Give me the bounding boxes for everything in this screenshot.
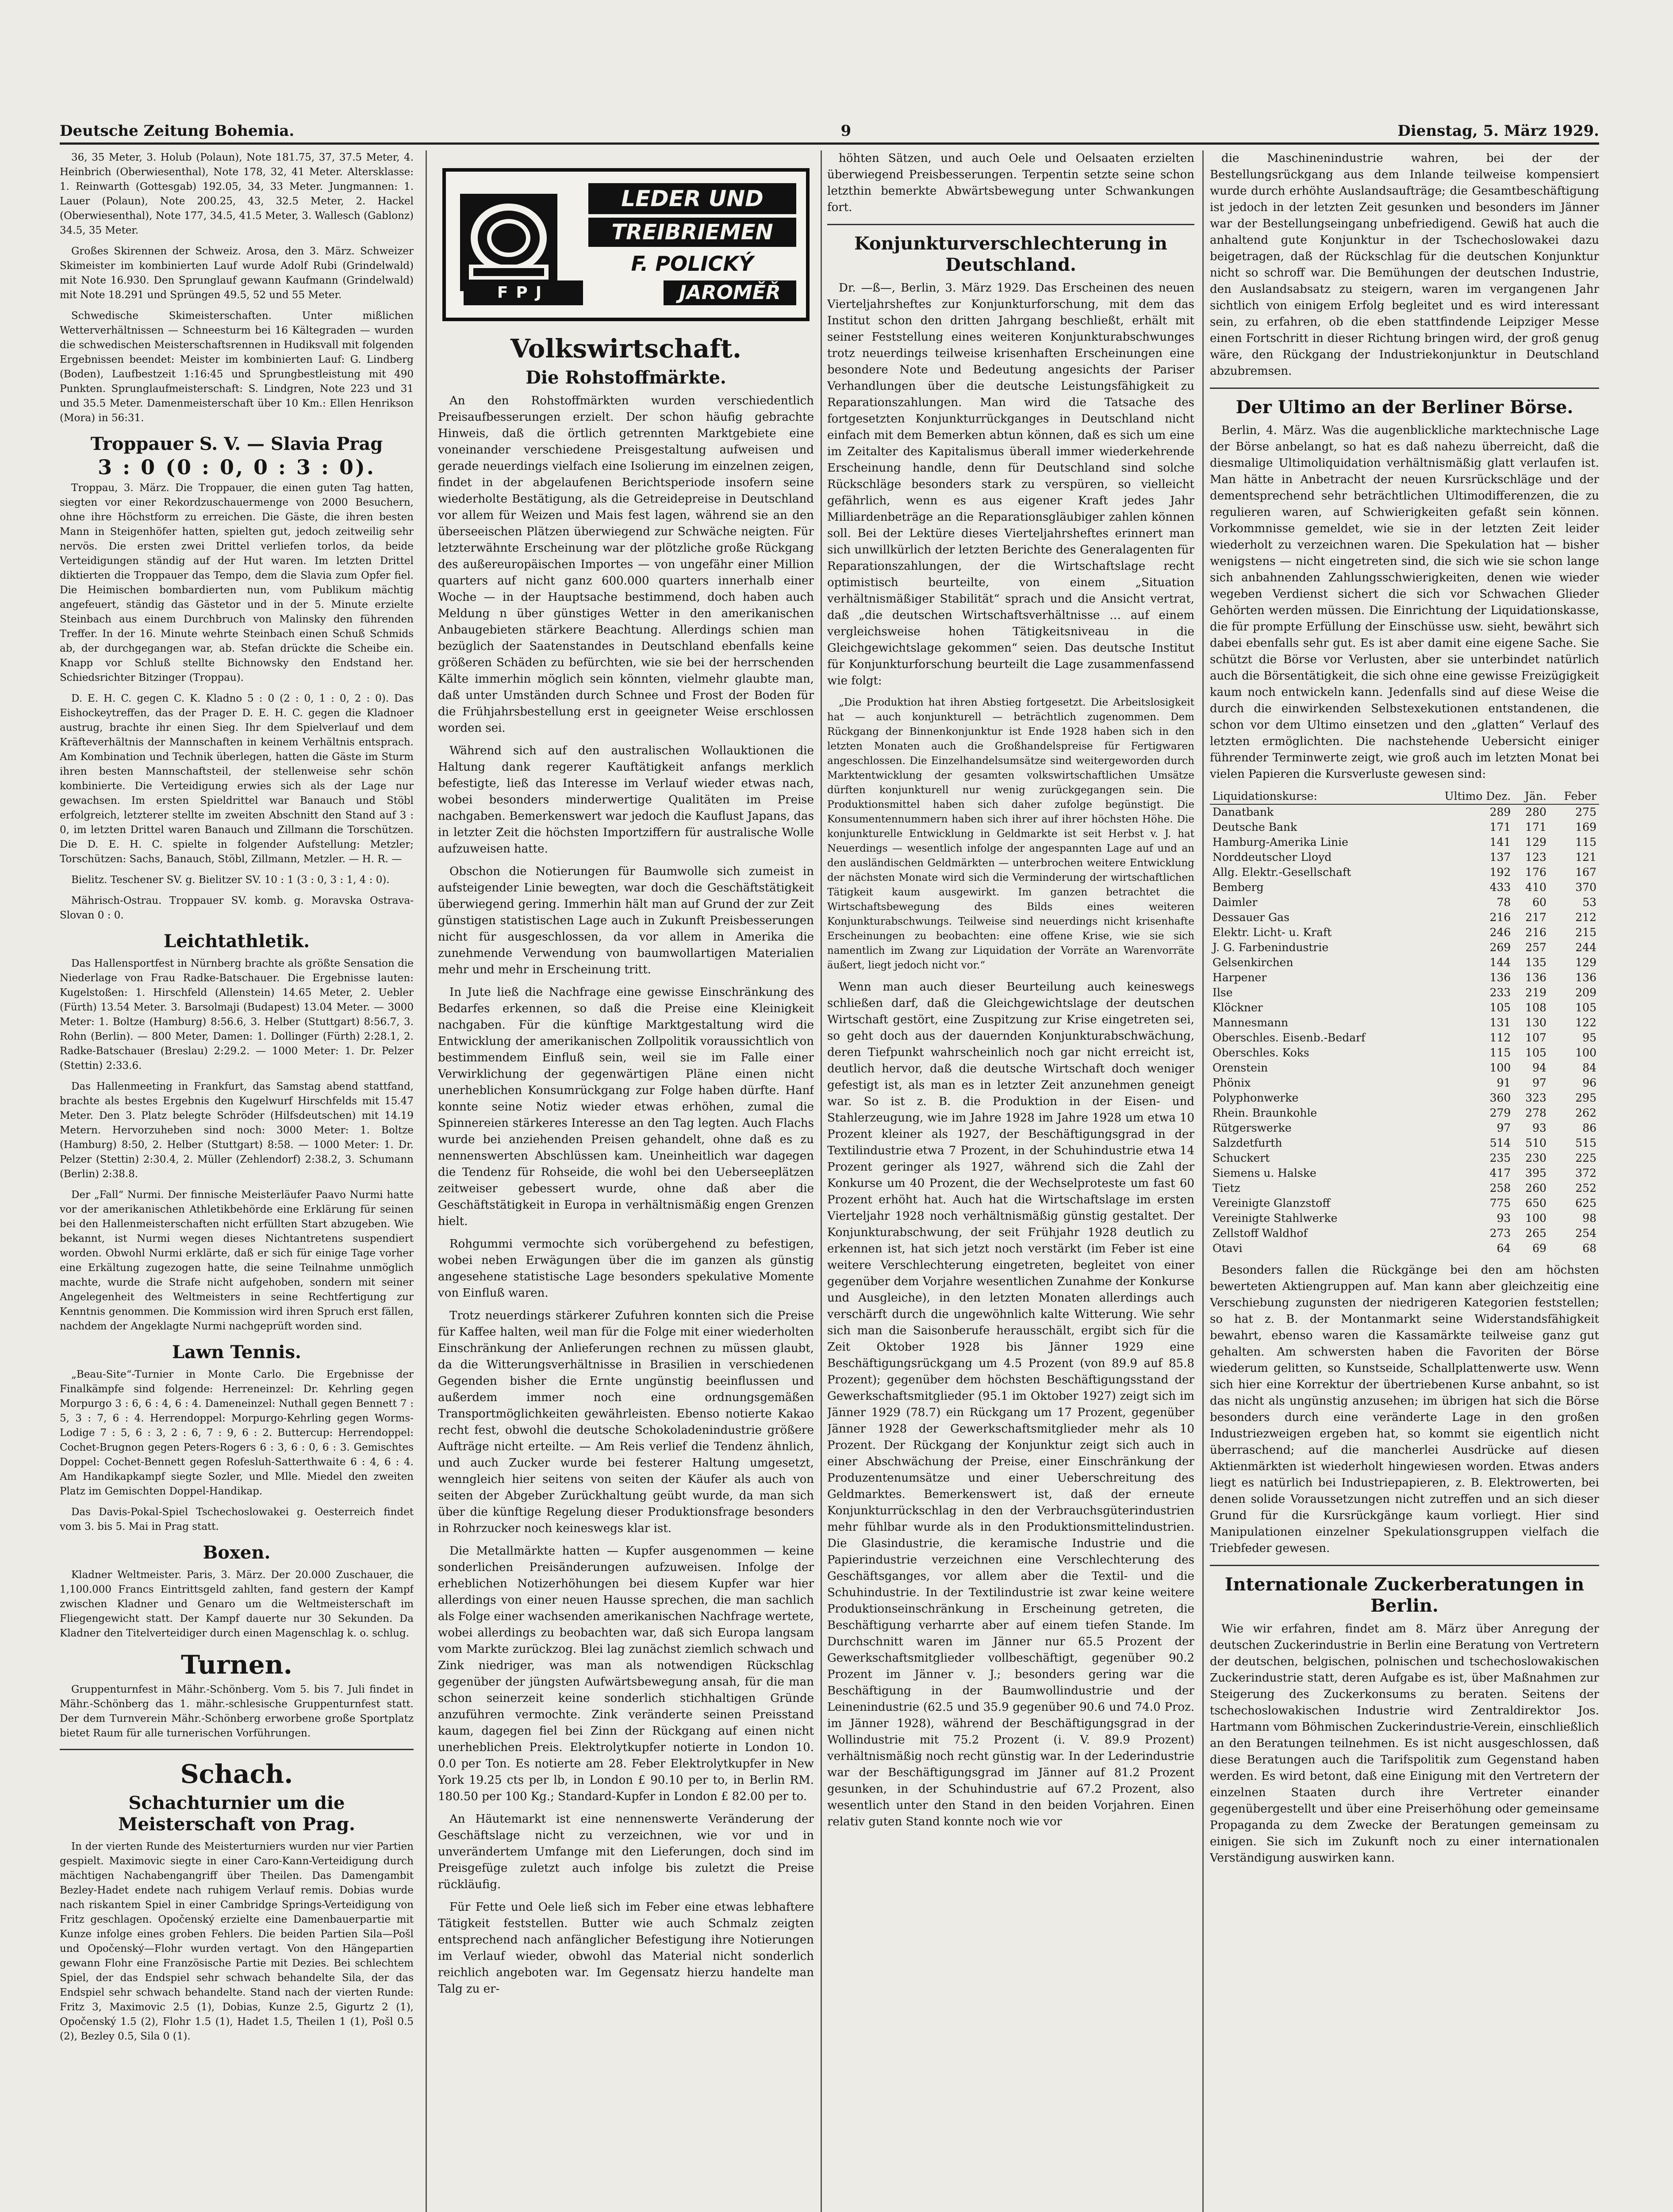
- table-row: [1210, 1196, 1599, 1211]
- article-paragraph: die Maschinenindustrie wahren, bei der der Bestellungsrückgang aus dem Inlande teilweise kompensiert wurde durch erhöhte Auslandsaufträge; die Gesamtbeschäftigung ist jedoch in der letzten Zeit gesunken und besonders im Jänner war der Bestellungseingang unbefriedigend. Gewiß hat auch die anhaltend gute Konjunktur in der Tschechoslowakei dazu beigetragen, daß der Rückschlag für die deutschen Konjunktur nicht so schroff war. Die Bemühungen der deutschen Industrie, den Auslandsabsatz zu steigern, waren im vergangenen Jahr sichtlich von einigem Erfolg begleitet und es wird interessant sein, zu erfahren, ob die eben stattfindende Leipziger Messe einen Fortschritt in dieser Richtung bringen wird, der groß genug wäre, den Rückgang der Industriekonjunktur in Deutschland abzubremsen.: [1210, 152, 1599, 378]
- table-cell: 171: [1525, 821, 1546, 833]
- table-cell: 105: [1525, 1046, 1546, 1059]
- table-cell: 257: [1525, 941, 1546, 954]
- liquidation-rates-table: [1210, 789, 1599, 1256]
- divider: [1210, 1565, 1599, 1566]
- table-cell: Allg. Elektr.-Gesellschaft: [1213, 866, 1351, 879]
- table-cell: Danatbank: [1213, 806, 1274, 818]
- table-cell: 123: [1525, 851, 1546, 864]
- article-paragraph: Großes Skirennen der Schweiz. Arosa, den 3. März. Schweizer Skimeister im kombinierten Lauf wurde Adolf Rubi (Grindelwald) mit Note 16.930. Den Sprunglauf gewann Kaufmann (Grindelwald) mit Note 18.291 und Sprüngen 49.5, 52 und 55 Meter.: [60, 246, 414, 301]
- table-row: [1210, 1226, 1599, 1241]
- table-cell: Hamburg-Amerika Linie: [1213, 836, 1348, 849]
- table-cell: 514: [1489, 1137, 1511, 1149]
- table-cell: 265: [1525, 1227, 1546, 1240]
- table-cell: 167: [1575, 866, 1596, 879]
- table-cell: 246: [1489, 926, 1511, 939]
- table-cell: 417: [1489, 1167, 1511, 1179]
- article-paragraph: In Jute ließ die Nachfrage eine gewisse Einschränkung des Bedarfes erkennen, so daß die Preise eine Kleinigkeit nachgaben. Für die künftige Marktgestaltung wird die Entwicklung der amerikanischen Zollpolitik voraussichtlich von bestimmendem Einfluß sein, weil sie im Falle einer Verwirklichung der gegenwärtigen Pläne einen nicht unerheblichen Konsumrückgang zur Folge haben dürfte. Hanf konnte seine Notiz wieder etwas erhöhen, zumal die Spinnereien stärkeres Interesse an den Tag legten. Auch Flachs wurde bei anziehenden Preisen gehandelt, ohne daß es zu nennenswerten Abschlüssen kam. Uneinheitlich war dagegen die Tendenz für Rohseide, die wohl bei den Ueberseeplätzen zeitweiser gebessert wurde, ohne daß aber die Geschäftstätigkeit in Europa in verhältnismäßig engen Grenzen hielt.: [438, 986, 814, 1228]
- article-paragraph: In der vierten Runde des Meisterturniers wurden nur vier Partien gespielt. Maximovic siegte in einer Caro-Kann-Verteidigung durch mächtigen Nachabengangriff über Theilen. Das Damengambit Bezley-Hadet endete nach ruhigem Verlauf remis. Dobias wurde nach riskantem Spiel in einer Cambridge Springs-Verteidigung von Fritz geschlagen. Opočenský erzielte eine Damenbauerpartie mit Kunze infolge eines groben Fehlers. Die beiden Partien Sila—Pošl und Opočenský—Flohr wurden vertagt. Von den Hängepartien gewann Flohr eine Französische Partie mit Dezies. Bei schlechtem Spiel, der das Endspiel sehr schwach behandelte Sila, der das Endspiel sehr schwach behandelte. Stand nach der vierten Runde: Fritz 3, Maximovic 2.5 (1), Dobias, Kunze 2.5, Gigurtz 2 (1), Opočenský 1.5 (2), Flohr 1.5 (1), Hadet 1.5, Theilen 1 (1), Pošl 0.5 (2), Bezley 0.5, Sila 0 (1).: [60, 1841, 414, 2042]
- table-cell: 273: [1489, 1227, 1511, 1240]
- table-cell: Harpener: [1213, 971, 1267, 984]
- table-cell: Tietz: [1213, 1182, 1240, 1194]
- table-row: [1210, 820, 1599, 835]
- divider: [1210, 388, 1599, 389]
- article-paragraph: Rohgummi vermochte sich vorübergehend zu befestigen, wobei neben Erwägungen über die im ganzen als günstig angesehene statistische Lage besonders spekulative Momente von Einfluß waren.: [438, 1237, 814, 1300]
- article-paragraph: Die Metallmärkte hatten — Kupfer ausgenommen — keine sonderlichen Preisänderungen aufzuweisen. Infolge der erheblichen Notizerhöhungen bei diesem Kupfer war hier allerdings von einer neuen Hausse sprechen, die man sachlich als Folge einer wachsenden amerikanischen Nachfrage wertete, wobei allerdings zu beobachten war, daß sich Europa langsam vom Markte zurückzog. Blei lag zunächst ziemlich schwach und Zink niedriger, was man als notwendigen Rückschlag gegenüber der jüngsten Aufwärtsbewegung ansah, für die man schon seinerzeit keine sonderlich stichhaltigen Gründe anzuführen vermochte. Zink veränderte seinen Preisstand kaum, dagegen fiel bei Zinn der Rückgang auf einen nicht unerheblichen Preis. Elektrolytkupfer notierte in London 10. 0.0 per Ton. Es notierte am 28. Feber Elektrolytkupfer in New York 19.25 cts per lb, in London £ 90.10 per to, in Berlin RM. 180.50 per 100 Kg.; Standard-Kupfer in London £ 82.00 per to.: [438, 1544, 814, 1803]
- article-paragraph: An den Rohstoffmärkten wurden verschiedentlich Preisaufbesserungen erzielt. Der schon häufig gebrachte Hinweis, daß die örtlich getrennten Marktgebiete eine voneinander verschiedene Preisgestaltung aufweisen und gerade neuerdings vielfach eine Isolierung im einzelnen zeigen, findet in der abgelaufenen Berichtsperiode insofern seine wiederholte Bestätigung, als die Getreidepreise in Deutschland vor allem für Weizen und Mais fest lagen, während sie an den überseeischen Plätzen überwiegend zur Schwäche neigten. Für letzterwähnte Erscheinung war der plötzliche große Rückgang des außereuropäischen Importes — von ungefähr einer Million quarters auf nicht ganz 600.000 quarters innerhalb einer Woche — in der Hauptsache bestimmend, doch haben auch Meldung n über günstiges Wetter in den amerikanischen Anbaugebieten stärkere Beachtung. Allerdings schien man bezüglich der Saatenstandes in Deutschland ebenfalls keine größeren Schäden zu befürchten, wie sie bei der herrschenden Kälte immerhin möglich sein könnten, vielmehr glaubte man, daß unter Umständen durch Schnee und Frost der Boden für die Frühjahrsbestellung erst in geeigneter Weise erschlossen worden sei.: [438, 394, 814, 735]
- table-cell: Oberschles. Eisenb.-Bedarf: [1213, 1031, 1366, 1044]
- table-cell: 141: [1489, 836, 1511, 849]
- table-cell: 289: [1489, 806, 1511, 818]
- table-cell: J. G. Farbenindustrie: [1213, 941, 1329, 954]
- table-cell: 295: [1575, 1091, 1596, 1104]
- match-heading: Troppauer S. V. — Slavia Prag: [90, 434, 383, 454]
- table-cell: 212: [1575, 911, 1596, 924]
- table-cell: 98: [1582, 1212, 1596, 1225]
- table-header-row: [1210, 789, 1599, 804]
- table-cell: 93: [1496, 1212, 1511, 1225]
- table-row: [1210, 880, 1599, 895]
- article-paragraph: Während sich auf den australischen Wollauktionen die Haltung dank regerer Kauftätigkeit anfangs merklich befestigte, ließ das Interesse im Verlauf wieder etwas nach, wobei besonders minderwertige Qualitäten im Preise nachgaben. Bemerkenswert war jedoch die Kauflust Japans, das in letzter Zeit die höchsten Importziffern für australische Wolle aufzuweisen hatte.: [438, 744, 814, 856]
- article-paragraph: Wie wir erfahren, findet am 8. März über Anregung der deutschen Zuckerindustrie in Berlin eine Beratung von Vertretern der deutschen, belgischen, polnischen und tschechoslowakischen Zuckerindustrie statt, deren Aufgabe es ist, über Maßnahmen zur Steigerung des Zuckerkonsums zu beraten. Seitens der tschechoslowakischen Industrie wird Zentraldirektor Jos. Hartmann vom Böhmischen Zuckerindustrie-Verein, einschließlich an den Beratungen teilnehmen. Es ist nicht ausgeschlossen, daß diese Beratungen auch die Tarifspolitik zum Gegenstand haben werden. Es wird betont, daß eine Einigung mit den Vertretern der einzelnen Staaten durch ihre Vertreter einander gegenübergestellt und über eine Preiserhöhung oder gemeinsame Propaganda zu dem Zwecke der Beratungen gemeinsam zu einigen. Sie sich im Zukunft noch zu einer internationalen Verständigung auswirken kann.: [1210, 1622, 1599, 1865]
- table-cell: Salzdetfurth: [1213, 1137, 1282, 1149]
- article-paragraph: Trotz neuerdings stärkerer Zufuhren konnten sich die Preise für Kaffee halten, weil man für die Folge mit einer wiederholten Einschränkung der Anlieferungen rechnen zu müssen glaubt, da die Witterungsverhältnisse in Brasilien in verschiedenen Gegenden bisher die Ernte ungünstig beeinflussen und außerdem immer noch eine ordnungsgemäßen Transportmöglichkeiten gewährleisten. Ebenso notierte Kakao recht fest, obwohl die deutsche Schokoladenindustrie größere Aufträge nicht erteilte. — Am Reis verlief die Tendenz ähnlich, und auch Zucker wurde bei festerer Haltung umgesetzt, wenngleich hier seitens von seiten der Käufer als auch von seiten der Abgeber Zurückhaltung geübt wurde, da man sich über die künftige Regelung dieser Produktionsfrage besonders in Rohrzucker noch keineswegs klar ist.: [438, 1309, 814, 1535]
- table-cell: 129: [1575, 956, 1596, 969]
- table-cell: Dessauer Gas: [1213, 911, 1289, 924]
- table-cell: Norddeutscher Lloyd: [1213, 851, 1332, 864]
- table-cell: 230: [1525, 1152, 1546, 1164]
- table-header-cell: Jän.: [1513, 789, 1549, 804]
- article-paragraph: Kladner Weltmeister. Paris, 3. März. Der 20.000 Zuschauer, die 1,100.000 Francs Eintrittsgeld zahlten, fand gestern der Kampf zwischen Kladner und Genaro um die Weltmeisterschaft im Fliegengewicht statt. Der Kampf dauerte nur 30 Sekunden. Da Kladner den Titelverteidiger durch einen Magenschlag k. o. schlug.: [60, 1569, 414, 1639]
- table-cell: 96: [1582, 1076, 1596, 1089]
- table-cell: 225: [1575, 1152, 1596, 1164]
- header-date: Dienstag, 5. März 1929.: [1397, 122, 1599, 140]
- article-paragraph: Für Fette und Oele ließ sich im Feber eine etwas lebhaftere Tätigkeit feststellen. Butter wie auch Schmalz zeigten entsprechend nach anfänglicher Befestigung ihre Notierungen im Verlauf wieder, obwohl das Material nicht sonderlich reichlich angeboten war. Im Gegensatz hierzu handelte man Talg zu er-: [438, 1901, 814, 1996]
- table-row: [1210, 850, 1599, 865]
- table-cell: Rütgerswerke: [1213, 1121, 1292, 1134]
- column-sport: [60, 150, 414, 2050]
- header-paper-name: Deutsche Zeitung Bohemia.: [60, 122, 295, 140]
- article-paragraph: Dr. —ß—, Berlin, 3. März 1929. Das Erscheinen des neuen Vierteljahrsheftes zur Konjunkturforschung, mit dem das Institut schon den dritten Jahrgang beschließt, erhält mit seiner Feststellung eines weiteren Konjunkturabschwunges trotz neuerdings teilweise krisenhaften Erscheinungen eine besondere Note und Bedeutung angesichts der Pariser Verhandlungen über die deutsche Leistungsfähigkeit zu Reparationszahlungen. Man wird die Tatsache des fortgesetzten Konjunkturrückganges in Deutschland nicht einfach mit dem Bemerken abtun können, daß es sich um eine im Zeitalter des Kapitalismus überall immer wiederkehrende Erscheinung handle, denn für Deutschland sind solche Rückschläge besonders stark zu verspüren, so vielleicht gefährlich, wenn es aus eigener Kraft jedes Jahr Milliardenbeträge an die Reparationsgläubiger zahlen können soll. Bei der Lektüre dieses Vierteljahrsheftes erinnert man sich unwillkürlich der letzten Berichte des Generalagenten für Reparationszahlungen, der die Wirtschaftslage recht optimistisch beurteilte, von einem „Situation verhältnismäßiger Stabilität“ sprach und die Ansicht vertrat, daß „die deutschen Wirtschaftsverhältnisse … auf einem vergleichsweise hohen Tätigkeitsniveau in die Gleichgewichtslage gekommen“ seien. Das deutsche Institut für Konjunkturforschung beurteilt die Lage zusammenfassend wie folgt:: [827, 281, 1194, 687]
- table-cell: 100: [1525, 1212, 1546, 1225]
- table-row: [1210, 1136, 1599, 1151]
- table-row: [1210, 1091, 1599, 1106]
- table-cell: Elektr. Licht- u. Kraft: [1213, 926, 1332, 939]
- article-paragraph: Troppau, 3. März. Die Troppauer, die einen guten Tag hatten, siegten vor einer Rekordzuschauermenge von 2000 Besuchern, ohne ihre Höchstform zu erreichen. Die Gäste, die ihren besten Mann in Steigenhöfer hatten, spielten gut, jedoch zeitweilig sehr nervös. Die ersten zwei Drittel verliefen torlos, da beide Verteidigungen ständig auf der Hut waren. Im letzten Drittel diktierten die Troppauer das Tempo, dem die Slavia zum Opfer fiel. Die Heimischen bombardierten nun, vom Publikum mächtig angefeuert, ständig das Gästetor und in der 5. Minute erzielte Steinbach aus einem Durchbruch von Malinsky den führenden Treffer. In der 16. Minute wehrte Steinbach einen Schuß Schmids ab, der durchgegangen war, ab. Stefan drückte die Scheibe ein. Knapp vor Schluß stellte Bichnowsky den Endstand her. Schiedsrichter Bitzinger (Troppau).: [60, 482, 414, 684]
- table-row: [1210, 1000, 1599, 1015]
- table-cell: 136: [1489, 971, 1511, 984]
- table-cell: 192: [1489, 866, 1511, 879]
- article-heading: Konjunkturverschlechterung in Deutschland.: [854, 233, 1167, 275]
- table-cell: 121: [1575, 851, 1596, 864]
- table-cell: 280: [1525, 806, 1546, 818]
- table-cell: 105: [1489, 1001, 1511, 1014]
- table-cell: 410: [1525, 881, 1546, 894]
- section-heading-athletics: Leichtathletik.: [163, 931, 310, 952]
- table-cell: 95: [1582, 1031, 1596, 1044]
- table-row: [1210, 1060, 1599, 1075]
- table-cell: 219: [1525, 986, 1546, 999]
- table-body: [1210, 804, 1599, 1256]
- table-cell: 97: [1532, 1076, 1546, 1089]
- table-row: [1210, 910, 1599, 925]
- table-cell: Orenstein: [1213, 1061, 1268, 1074]
- table-cell: 216: [1489, 911, 1511, 924]
- table-cell: 131: [1489, 1016, 1511, 1029]
- table-cell: 209: [1575, 986, 1596, 999]
- table-cell: 395: [1525, 1167, 1546, 1179]
- table-row: [1210, 955, 1599, 970]
- table-row: [1210, 1166, 1599, 1181]
- table-cell: Gelsenkirchen: [1213, 956, 1293, 969]
- table-row: [1210, 1151, 1599, 1166]
- section-heading-gymnastics: Turnen.: [181, 1650, 292, 1680]
- table-cell: 278: [1525, 1106, 1546, 1119]
- article-paragraph: „Beau-Site“-Turnier in Monte Carlo. Die Ergebnisse der Finalkämpfe sind folgende: Herreneinzel: Dr. Kehrling gegen Morpurgo 3 : 6, 6 : 4, 6 : 4. Dameneinzel: Nuthall gegen Bennett 7 : 5, 3 : 7, 6 : 4. Herrendoppel: Morpurgo-Kehrling gegen Worms-Lodige 7 : 5, 6 : 3, 2 : 6, 7 : 9, 6 : 2. Buttercup: Herrendoppel: Cochet-Brugnon gegen Peters-Rogers 6 : 3, 6 : 0, 6 : 3. Gemischtes Doppel: Cochet-Bennett gegen Rofesluh-Satterthwaite 6 : 4, 6 : 4. Am Handikapkampf siegte Sozler, und Mlle. Miedel den zweiten Platz im Gemischten Doppel-Handikap.: [60, 1369, 414, 1497]
- article-paragraph: Gruppenturnfest in Mähr.-Schönberg. Vom 5. bis 7. Juli findet in Mähr.-Schönberg das 1. mähr.-schlesische Gruppenturnfest statt. Der dem Turnverein Mähr.-Schönberg erworbene große Sportplatz bietet Raum für alle turnerischen Vorführungen.: [60, 1684, 414, 1739]
- table-cell: Otavi: [1213, 1242, 1243, 1255]
- table-cell: 129: [1525, 836, 1546, 849]
- table-cell: Vereinigte Stahlwerke: [1213, 1212, 1338, 1225]
- divider: [827, 224, 1194, 225]
- column-rule: [1202, 150, 1204, 2212]
- table-cell: 94: [1532, 1061, 1546, 1074]
- match-score: 3 : 0 (0 : 0, 0 : 3 : 0).: [98, 455, 376, 479]
- table-cell: 217: [1525, 911, 1546, 924]
- table-row: [1210, 940, 1599, 955]
- table-cell: 433: [1489, 881, 1511, 894]
- table-cell: 169: [1575, 821, 1596, 833]
- table-cell: 137: [1489, 851, 1511, 864]
- column-rule: [821, 150, 822, 2212]
- article-paragraph: höhten Sätzen, und auch Oele und Oelsaaten erzielten überwiegend Preisbesserungen. Terpentin setzte seine schon letzthin bemerkte Abwärtsbewegung unter Schwankungen fort.: [827, 152, 1194, 214]
- article-paragraph: Der „Fall“ Nurmi. Der finnische Meisterläufer Paavo Nurmi hatte vor der amerikanischen Athletikbehörde eine Erklärung für seinen bei den Hallenmeisterschaften nicht erfüllten Start abzugeben. Wie bekannt, ist Nurmi wegen dieses Nichtantretens suspendiert worden. Obwohl Nurmi erklärte, daß er sich für einige Tage vorher eine Erkältung zugezogen hatte, die seine Teilnahme unmöglich machte, wurde die Strafe nicht aufgehoben, sondern mit seiner Angelegenheit des Weltmeisters in seine Rechtfertigung zur Kenntnis genommen. Die Kommission wird ihren Spruch erst fällen, nachdem der Angeklagte Nurmi nachgeprüft worden sind.: [60, 1189, 414, 1332]
- table-cell: 84: [1582, 1061, 1596, 1074]
- table-cell: 136: [1575, 971, 1596, 984]
- table-cell: 105: [1575, 1001, 1596, 1014]
- table-cell: 69: [1532, 1242, 1546, 1255]
- table-cell: 112: [1489, 1031, 1511, 1044]
- table-cell: Deutsche Bank: [1213, 821, 1297, 833]
- table-row: [1210, 1075, 1599, 1091]
- section-heading-chess: Schach.: [180, 1759, 293, 1789]
- table-cell: 97: [1496, 1121, 1511, 1134]
- table-header-cell: Feber: [1549, 789, 1599, 804]
- table-cell: 60: [1532, 896, 1546, 909]
- table-cell: 115: [1575, 836, 1596, 849]
- table-cell: 216: [1525, 926, 1546, 939]
- table-cell: 650: [1525, 1197, 1546, 1210]
- table-cell: Klöckner: [1213, 1001, 1263, 1014]
- table-cell: 136: [1525, 971, 1546, 984]
- table-cell: 144: [1489, 956, 1511, 969]
- ad-line-4: JAROMĚŘ: [664, 280, 796, 305]
- table-cell: 93: [1532, 1121, 1546, 1134]
- article-paragraph: Bielitz. Teschener SV. g. Bielitzer SV. 10 : 1 (3 : 0, 3 : 1, 4 : 0).: [71, 874, 390, 886]
- article-paragraph: Besonders fallen die Rückgänge bei den am höchsten bewerteten Aktiengruppen auf. Man kann aber gleichzeitig eine Verschiebung zugunsten der niedrigeren Kategorien feststellen; so hat z. B. der Montanmarkt seine Widerstandsfähigkeit bewahrt, ebenso waren die Kassamärkte teilweise ganz gut gehalten. Am schwersten haben die Favoriten der Börse wiederum gelitten, so Kunstseide, Schallplattenwerte usw. Wenn sich hier eine Korrektur der übertriebenen Kurse anbahnt, so ist das nicht als ungünstig anzusehen; im übrigen hat sich die Börse besonders durch eine veränderte Lage in den großen Industriezweigen ergeben hat, so kommt sie eigentlich nicht überraschend; auf die mancherlei Ausdrücke auf diesen Aktienmärkten ist wiederholt hingewiesen worden. Etwas anders liegt es natürlich bei Industriepapieren, z. B. Elektrowerten, bei denen solide Voraussetzungen nicht zutreffen und an sich dieser Grund für die Kursrückgänge kaum vorliegt. Hier sind Manipulationen einzelner Spekulationsgruppen vielfach die Triebfeder gewesen.: [1210, 1263, 1599, 1555]
- table-cell: Polyphonwerke: [1213, 1091, 1299, 1104]
- table-cell: 372: [1575, 1167, 1596, 1179]
- column-rule: [426, 150, 427, 2212]
- table-cell: 100: [1489, 1061, 1511, 1074]
- table-cell: Rhein. Braunkohle: [1213, 1106, 1317, 1119]
- table-cell: Daimler: [1213, 896, 1258, 909]
- table-cell: Oberschles. Koks: [1213, 1046, 1309, 1059]
- table-cell: 262: [1575, 1106, 1596, 1119]
- ad-monogram: FPJ: [464, 280, 583, 305]
- section-heading-economy: Volkswirtschaft.: [510, 334, 742, 364]
- table-row: [1210, 1211, 1599, 1226]
- article-paragraph: An Häutemarkt ist eine nennenswerte Veränderung der Geschäftslage nicht zu verzeichnen, wie vor und in unverändertem Umfange mit den Lieferungen, doch sind im Preisgefüge zuletzt auch infolge bis zuletzt die Preise rückläufig.: [438, 1813, 814, 1891]
- page-header: [60, 119, 1599, 145]
- table-cell: 130: [1525, 1016, 1546, 1029]
- table-cell: 252: [1575, 1182, 1596, 1194]
- table-cell: 279: [1489, 1106, 1511, 1119]
- table-cell: 64: [1496, 1242, 1511, 1255]
- column-economy: [438, 159, 814, 2004]
- article-paragraph: D. E. H. C. gegen C. K. Kladno 5 : 0 (2 : 0, 1 : 0, 2 : 0). Das Eishockeytreffen, das der Prager D. E. H. C. gegen die Kladnoer austrug, brachte ihr einen Sieg. Ihr dem Spielverlauf und dem Kräfteverhältnis der Mannschaften in keinem Verhältnis entsprach. Am Kombination und Technik überlegen, hatten die Gäste im Sturm ihren besten Mannschaftsteil, der stellenweise sehr schön kombinierte. Die Verteidigung erwies sich als der Lage nur gewachsen. Im ersten Spieldrittel war Banauch und Stöbl erfolgreich, letzterer stellte im zweiten Abschnitt den Stand auf 3 : 0, im letzten Drittel waren Banauch und Zillmann die Torschützen. Die D. E. H. C. spielte in folgender Aufstellung: Metzler; Torschützen: Sachs, Banauch, Stöbl, Zillmann, Metzler. — H. R. —: [60, 693, 414, 865]
- table-row: [1210, 835, 1599, 850]
- table-cell: 269: [1489, 941, 1511, 954]
- table-cell: 68: [1582, 1242, 1596, 1255]
- table-cell: Zellstoff Waldhof: [1213, 1227, 1308, 1240]
- table-row: [1210, 1045, 1599, 1060]
- table-cell: 135: [1525, 956, 1546, 969]
- table-cell: 235: [1489, 1152, 1511, 1164]
- table-cell: Schuckert: [1213, 1152, 1270, 1164]
- table-cell: 510: [1525, 1137, 1546, 1149]
- table-cell: 122: [1575, 1016, 1596, 1029]
- table-cell: 260: [1525, 1182, 1546, 1194]
- header-page-number: 9: [840, 122, 852, 140]
- article-paragraph: Berlin, 4. März. Was die augenblickliche marktechnische Lage der Börse anbelangt, so hat es daß nahezu überreicht, daß die diesmalige Ultimoliquidation verhältnismäßig glatt verlaufen ist. Man hätte in Anbetracht der neuen Kursrückschläge und der dementsprechend sehr beträchtlichen Ultimodifferenzen, die zu regulieren waren, auf Schwierigkeiten gefaßt sein können. Vorkommnisse gemeldet, wie sie in der letzten Zeit leider wiederholt zu verzeichnen waren. Die Spekulation hat — bisher wenigstens — nicht eingetreten sind, die sich wie sie schon lange sich anbahnenden Zahlungsschwierigkeiten, denen wie wieder wegeben Verdienst sichert die sich vor Schwachen Glieder Gehörten werden müssen. Die Einrichtung der Liquidationskasse, die für prompte Erfüllung der Einschüsse usw. sieht, bewährt sich dabei ebenfalls sehr gut. Es ist aber damit eine eigene Sache. Sie schützt die Börse vor Verlusten, aber sie unterbindet natürlich auch die Börsentätigkeit, die sich ohne eine gewisse Freizügigkeit kaum noch entwickeln kann. Jedenfalls sind auf diese Weise die durch die einwirkenden Selbstexekutionen entstandenen, die schon vor dem Ultimo einsetzen und den „glatten“ Verlauf des letzten ermöglichten. Die nachstehende Uebersicht einiger führender Terminwerte zeigt, wie groß auch im letzten Monat bei vielen Papieren die Kursverluste gewesen sind:: [1210, 424, 1599, 781]
- table-header-cell: Liquidationskurse:: [1210, 789, 1419, 804]
- table-row: [1210, 1030, 1599, 1045]
- article-paragraph: Schwedische Skimeisterschaften. Unter mißlichen Wetterverhältnissen — Schneesturm bei 16 Kältegraden — wurden die schwedischen Meisterschaftsrennen in Hudiksvall mit folgenden Ergebnissen beendet: Meister im kombinierten Lauf: G. Lindberg (Boden), Laufbestzeit 1:16:45 und Sprungbestleistung mit 490 Punkten. Sprunglaufmeisterschaft: S. Lindgren, Note 223 und 31 und 35.5 Meter. Damenmeisterschaft über 10 Km.: Ellen Henrikson (Mora) in 56:31.: [60, 310, 414, 424]
- ad-line-2: TREIBRIEMEN: [588, 218, 796, 247]
- article-paragraph: Das Hallenmeeting in Frankfurt, das Samstag abend stattfand, brachte als bestes Ergebnis den Kugelwurf Hirschfelds mit 15.47 Meter. Den 3. Platz belegte Schröder (Hilfsdeutschen) mit 14.19 Metern. Hervorzuheben sind noch: 3000 Meter: 1. Boltze (Hamburg) 8:50, 2. Helber (Stuttgart) 8:58. — 1000 Meter: 1. Dr. Pelzer (Stettin) 2:30.4, 2. Müller (Zehlendorf) 2:38.2, 3. Schumann (Berlin) 2:38.8.: [60, 1081, 414, 1180]
- article-paragraph: Obschon die Notierungen für Baumwolle sich zumeist in aufsteigender Linie bewegten, war doch die Geschäftstätigkeit überwiegend gering. Immerhin hält man auf Grund der zur Zeit günstigen statistischen Lage auch in Zukunft Preisbesserungen nicht für ausgeschlossen, da vor allem in Amerika die zunehmende Verwendung von baumwollartigen Materialien mehr und mehr in Erscheinung tritt.: [438, 865, 814, 976]
- table-cell: 215: [1575, 926, 1596, 939]
- article-paragraph: Wenn man auch dieser Beurteilung auch keineswegs schließen darf, daß die Gleichgewichtslage der deutschen Wirtschaft gestört, eine Zuspitzung zur Krise eingetreten sei, so geht doch aus der dauernden Konjunkturabschwächung, deren Tiefpunkt wahrscheinlich noch gar nicht erreicht ist, deutlich hervor, daß die deutsche Wirtschaft doch weniger gefestigt ist, als man es in letzter Zeit anzunehmen geneigt war. So ist z. B. die Produktion in der Eisen- und Stahlerzeugung, wie im Jahre 1928 im Jahre 1928 um etwa 10 Prozent kleiner als 1927, der Beschäftigungsgrad in der Textilindustrie etwa 7 Prozent, in der Schuhindustrie etwa 14 Prozent geringer als 1927, während sich die Zahl der Konkurse um 40 Prozent, die der Wechselproteste um fast 60 Prozent erhöht hat. Auch hat die Wirtschaftslage im ersten Vierteljahr 1928 noch verhältnismäßig günstig gestaltet. Der Konjunkturabschwung, der seit Frühjahr 1928 deutlich zu erkennen ist, hat sich jetzt noch verstärkt (im Feber ist eine weitere Verschlechterung eingetreten, begleitet von einer gegenüber dem Vorjahre wesentlichen Zunahme der Konkurse und Ausgleiche), in den letzten Monaten allerdings auch verschärft durch die ungewöhnlich kalte Witterung. Wie sehr sich man die Saisonberufe herausschält, ergibt sich für die Zeit Oktober 1928 bis Jänner 1929 eine Beschäftigungsrückgang um 4.5 Prozent (von 89.9 auf 85.8 Prozent); gegenüber dem höchsten Beschäftigungsstand der Gewerkschaftsmitglieder (95.1 im Oktober 1927) zeigt sich im Jänner 1929 (78.7) ein Rückgang um 17 Prozent, gegenüber Jänner 1928 der Gewerkschaftsmitglieder mehr als 10 Prozent. Der Rückgang der Konjunktur zeigt sich auch in einer Abschwächung der Preise, einer Einschränkung der Produzentenumsätze und einer Ueberschreitung des Geldmarktes. Bemerkenswert ist, daß der erneute Konjunkturrückschlag in den der Verbrauchsgüterindustrien mehr fühlbar wurde als in den Produktionsmittelindustrien. Die Glasindustrie, die keramische Industrie und die Papierindustrie verzeichnen eine Verschlechterung des Geschäftsganges, vor allem aber die Textil- und die Schuhindustrie. In der Textilindustrie ist zwar keine weitere Produktionseinschränkung in Erscheinung getreten, die Beschäftigung verharrte aber auf einem tiefen Stande. Im Durchschnitt waren im Jänner nur 65.5 Prozent der Gewerkschaftsmitglieder vollbeschäftigt, gegenüber 90.2 Prozent im Jänner v. J.; besonders gering war die Beschäftigung in der Baumwollindustrie und der Leinenindustrie (62.5 und 35.9 gegenüber 90.6 und 74.0 Proz. im Jänner 1928), während der Beschäftigungsgrad in der Wollindustrie mit 75.2 Prozent (i. V. 89.9 Prozent) verhältnismäßig noch recht günstig war. In der Lederindustrie war der Beschäftigungsgrad im Jänner auf 81.2 Prozent gesunken, in der Schuhindustrie auf 67.2 Prozent, also wesentlich unter den Stand in den beiden Vorjahren. Einen relativ guten Stand konnte noch wie vor: [827, 980, 1194, 1828]
- article-paragraph: 36, 35 Meter, 3. Holub (Polaun), Note 181.75, 37, 37.5 Meter, 4. Heinbrich (Oberwiesenthal), Note 178, 32, 41 Meter. Altersklasse: 1. Reinwarth (Gottesgab) 192.05, 34, 33 Meter. Jungmannen: 1. Lauer (Polaun), Note 200.25, 43, 32.5 Meter, 2. Hackel (Oberwiesenthal), Note 177, 34.5, 41.5 Meter, 3. Wallesch (Gablonz) 34.5, 35 Meter.: [60, 152, 414, 236]
- table-cell: 244: [1575, 941, 1596, 954]
- table-cell: 254: [1575, 1227, 1596, 1240]
- table-cell: 233: [1489, 986, 1511, 999]
- table-row: [1210, 985, 1599, 1000]
- table-cell: Ilse: [1213, 986, 1233, 999]
- article-quote: „Die Produktion hat ihren Abstieg fortgesetzt. Die Arbeitslosigkeit hat — auch konjunkturell — beträchtlich zugenommen. Dem Rückgang der Binnenkonjunktur ist Ende 1928 haben sich in den letzten Monaten auch die Großhandelspreise für Fertigwaren angeschlossen. Die Einzelhandelsumsätze sind weitergeworden durch Marktentwicklung der gesamten volkswirtschaftlichen Umsätze dürften konjunkturell nur wenig zurückgegangen sein. Die Produktionsmittel haben sich daher zufolge begünstigt. Die Konsumentennummern haben sich ihrer auf ihrer höchsten Höhe. Die konjunkturelle Entwicklung in Geldmarkte ist seit Herbst v. J. hat Neuerdings — wesentlich infolge der angespannten Lage auf und an den ausländischen Geldmärkten — unterbrochen weitere Entwicklung der nächsten Monate wird sich die Verminderung der wirtschaftlichen Tätigkeit kaum ausgewirkt. Im ganzen betrachtet die Wirtschaftsbewegung des Bilds eines weiteren Konjunkturabschwungs. Teilweise sind neuerdings nicht krisenhafte Erscheinungen zu beobachten: eine offene Krise, wie sie sich namentlich im Zwang zur Liquidation der Vorräte an Warenvorräte äußert, liegt jedoch nicht vor.“: [827, 697, 1194, 971]
- table-header-cell: Ultimo Dez.: [1419, 789, 1513, 804]
- table-cell: 53: [1582, 896, 1596, 909]
- ad-line-1: LEDER UND: [588, 183, 796, 214]
- table-cell: 107: [1525, 1031, 1546, 1044]
- column-konjunktur: [827, 150, 1194, 1836]
- table-row: [1210, 865, 1599, 880]
- table-cell: 91: [1496, 1076, 1511, 1089]
- article-paragraph: Das Davis-Pokal-Spiel Tschechoslowakei g. Oesterreich findet vom 3. bis 5. Mai in Prag statt.: [60, 1506, 414, 1532]
- table-cell: 115: [1489, 1046, 1511, 1059]
- article-paragraph: Das Hallensportfest in Nürnberg brachte als größte Sensation die Niederlage von Frau Radke-Batschauer. Die Ergebnisse lauten: Kugelstoßen: 1. Hirschfeld (Allenstein) 14.65 Meter, 2. Uebler (Fürth) 13.54 Meter. 3. Barsolmaji (Budapest) 13.04 Meter. — 3000 Meter: 1. Boltze (Hamburg) 8:56.6, 3. Helber (Stuttgart) 8:56.7, 3. Rohn (Berlin). — 800 Meter, Damen: 1. Dollinger (Fürth) 2:28.1, 2. Radke-Batschauer (Breslau) 2:29.2. — 1000 Meter: 1. Dr. Pelzer (Stettin) 2:33.6.: [60, 958, 414, 1071]
- table-cell: 775: [1489, 1197, 1511, 1210]
- article-heading: Internationale Zuckerberatungen in Berlin.: [1224, 1574, 1585, 1616]
- table-cell: 176: [1525, 866, 1546, 879]
- table-row: [1210, 1015, 1599, 1030]
- table-row: [1210, 1106, 1599, 1121]
- table-row: [1210, 970, 1599, 985]
- table-cell: 360: [1489, 1091, 1511, 1104]
- table-cell: 78: [1496, 896, 1511, 909]
- table-cell: Bemberg: [1213, 881, 1264, 894]
- table-cell: 108: [1525, 1001, 1546, 1014]
- ad-line-3: F. POLICKÝ: [631, 252, 754, 276]
- section-heading-tennis: Lawn Tennis.: [172, 1342, 301, 1363]
- table-row: [1210, 1121, 1599, 1136]
- section-heading-boxing: Boxen.: [203, 1542, 271, 1563]
- chess-subheading: Schachturnier um die Meisterschaft von Prag.: [118, 1793, 355, 1835]
- table-row: [1210, 895, 1599, 910]
- table-cell: 275: [1575, 806, 1596, 818]
- article-heading: Die Rohstoffmärkte.: [526, 367, 726, 388]
- table-cell: Vereinigte Glanzstoff: [1213, 1197, 1331, 1210]
- table-cell: Siemens u. Halske: [1213, 1167, 1316, 1179]
- table-row: [1210, 1181, 1599, 1196]
- table-cell: 100: [1575, 1046, 1596, 1059]
- article-paragraph: Mährisch-Ostrau. Troppauer SV. komb. g. Moravska Ostrava-Slovan 0 : 0.: [60, 895, 414, 921]
- table-cell: 370: [1575, 881, 1596, 894]
- article-heading: Der Ultimo an der Berliner Börse.: [1236, 397, 1573, 418]
- table-cell: Phönix: [1213, 1076, 1251, 1089]
- table-row: [1210, 1241, 1599, 1256]
- table-cell: Mannesmann: [1213, 1016, 1289, 1029]
- column-boerse: [1210, 150, 1599, 1873]
- table-cell: 515: [1575, 1137, 1596, 1149]
- table-cell: 323: [1525, 1091, 1546, 1104]
- advertisement: [442, 168, 810, 321]
- belt-pulley-logo-icon: [456, 189, 562, 296]
- table-row: [1210, 925, 1599, 940]
- table-cell: 171: [1489, 821, 1511, 833]
- table-row: [1210, 804, 1599, 820]
- table-cell: 86: [1582, 1121, 1596, 1134]
- table-cell: 625: [1575, 1197, 1596, 1210]
- table-cell: 258: [1489, 1182, 1511, 1194]
- divider: [60, 1749, 414, 1750]
